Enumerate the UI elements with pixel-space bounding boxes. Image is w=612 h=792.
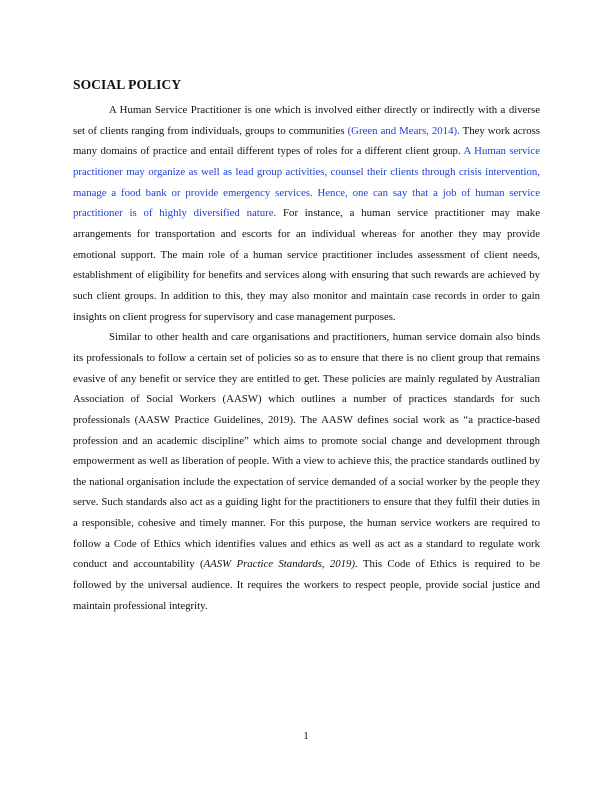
paragraph-2-text-a: Similar to other health and care organisations and practitioners, human service domain also binds its professionals to follow a certain set of policies so as to ensure that there is no client group that remains evasive of any benefit or service they are entitled to get. These policies are mainly regulated by Australian Association of Social Workers (AASW) which outlines a number of practices standards for such professionals (AASW Practice Guidelines, 2019). The AASW defines social work as “a practice-based profession and an academic discipline” which aims to promote social change and development through empowerment as well as liberation of people. With a view to achieve this, the practice standards outlined by the national organisation include the expectation of service demanded of a social worker by the people they serve. Such standards also act as a guiding light for the practitioners to ensure that they fulfil their duties in a responsible, cohesive and timely manner. For this purpose, the human service workers are required to follow a Code of Ethics which identifies values and ethics as well as act as a standard to regulate work conduct and accountability ( <box>73 331 540 571</box>
highlighted-passage: A Human service practitioner may organize as well as lead group activities, counsel their clients through crisis intervention, manage a food bank or provide emergency services. Hence, one can say that a job of human service practitioner is of highly diversified nature. <box>73 145 540 220</box>
citation-green-mears: (Green and Mears, 2014). <box>347 124 460 137</box>
paragraph-1 <box>73 100 540 327</box>
paragraph-1-text-c: For instance, a human service practitioner may make arrangements for transportation and escorts for an individual whereas for another they may provide emotional support. The main role of a human service practitioner includes assessment of client needs, establishment of eligibility for benefits and services along with ensuring that such rewards are achieved by such client groups. In addition to this, they may also monitor and maintain case records in order to gain insights on client progress for supervisory and case management purposes. <box>73 207 540 323</box>
page-number: 1 <box>303 730 309 742</box>
paragraph-2-text-b: . This Code of Ethics is required to be followed by the universal audience. It requires the workers to respect people, provide social justice and maintain professional integrity. <box>73 558 540 612</box>
citation-aasw-standards: AASW Practice Standards, 2019) <box>203 558 356 571</box>
section-heading: SOCIAL POLICY <box>73 77 182 92</box>
paragraph-1-text-a: A Human Service Practitioner is one which is involved either directly or indirectly with a diverse set of clients ranging from individuals, groups to communities <box>73 104 540 137</box>
body-text <box>73 100 540 616</box>
paragraph-1-text-b: They work across many domains of practice and entail different types of roles for a different client group. <box>73 124 541 158</box>
paragraph-2 <box>73 327 540 616</box>
